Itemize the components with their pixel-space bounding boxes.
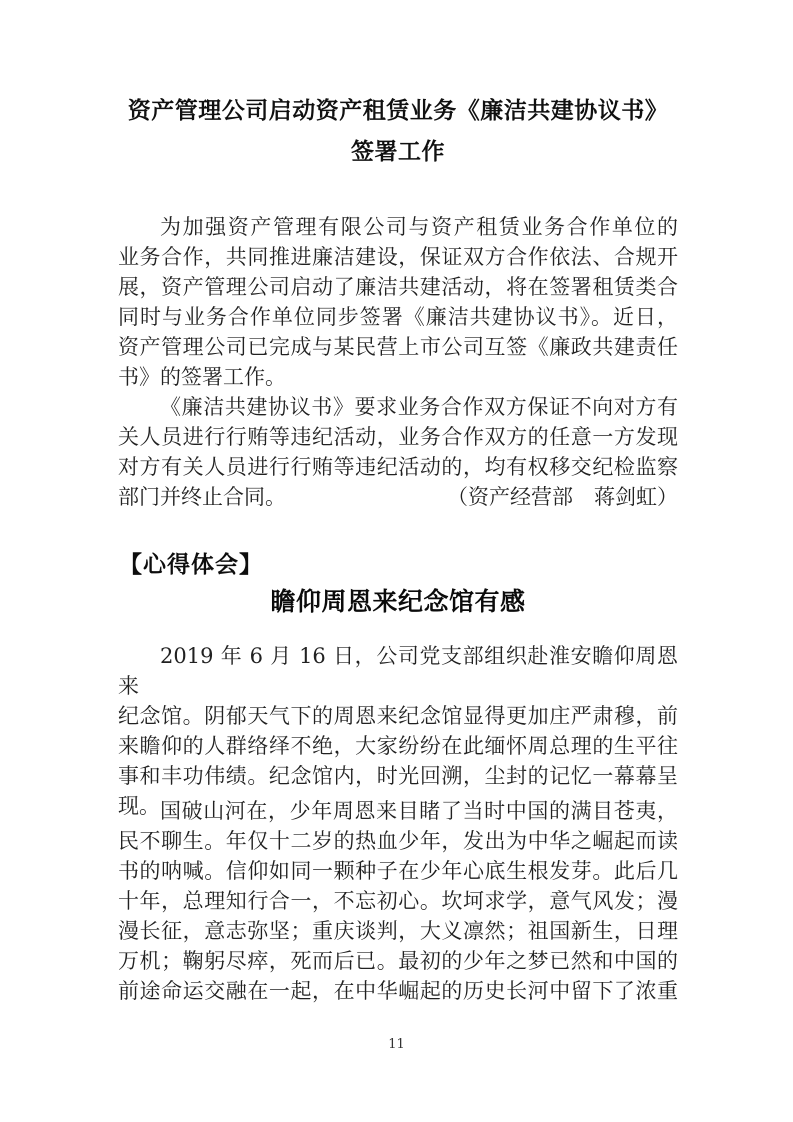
body-line: 国破山河在，少年周恩来目睹了当时中国的满目苍夷， — [160, 799, 678, 823]
body-line: 漫长征，意志弥坚；重庆谈判，大义凛然；祖国新生，日理 — [118, 919, 678, 943]
body-line: 纪念馆。阴郁天气下的周恩来纪念馆显得更加庄严肃穆，前 — [118, 704, 678, 728]
article1-paragraph-2 — [118, 392, 678, 512]
body-line: 同时与业务合作单位同步签署《廉洁共建协议书》。近日， — [118, 305, 678, 329]
body-line: 资产管理公司已完成与某民营上市公司互签《廉政共建责任 — [118, 335, 678, 359]
page-number: 11 — [388, 1037, 405, 1052]
article1-title-line-1: 资产管理公司启动资产租赁业务《廉洁共建协议书》 — [127, 97, 669, 124]
signature-line — [118, 482, 678, 512]
body-line: 2019 年 6 月 16 日，公司党支部组织赴淮安瞻仰周恩来 — [118, 644, 678, 698]
article1-body — [118, 212, 678, 512]
body-line: 展，资产管理公司启动了廉洁共建活动，将在签署租赁类合 — [118, 275, 678, 299]
body-line: 来瞻仰的人群络绎不绝，大家纷纷在此缅怀周总理的生平往 — [118, 734, 678, 758]
body-line: 为加强资产管理有限公司与资产租赁业务合作单位的 — [160, 215, 678, 239]
article1-title — [110, 90, 686, 172]
body-line: 民不聊生。年仅十二岁的热血少年，发出为中华之崛起而读 — [118, 829, 678, 853]
article2-paragraph-2 — [118, 796, 678, 1006]
byline-text: （资产经营部 蒋剑虹） — [447, 485, 678, 509]
article1-title-line-2: 签署工作 — [351, 138, 445, 165]
section-label: 【心得体会】 — [119, 551, 263, 578]
paragraph-end-text: 部门并终止合同。 — [118, 485, 286, 509]
body-line: 现。 — [118, 794, 160, 818]
body-line: 书》的签署工作。 — [118, 365, 286, 389]
article2-title: 瞻仰周恩来纪念馆有感 — [270, 587, 526, 616]
body-line: 关人员进行行贿等违纪活动，业务合作双方的任意一方发现 — [118, 425, 678, 449]
body-line: 书的呐喊。信仰如同一颗种子在少年心底生根发芽。此后几 — [118, 859, 678, 883]
body-line: 事和丰功伟绩。纪念馆内，时光回溯，尘封的记忆一幕幕呈 — [118, 764, 678, 788]
body-line: 十年，总理知行合一，不忘初心。坎坷求学，意气风发；漫 — [118, 889, 678, 913]
body-line: 前途命运交融在一起，在中华崛起的历史长河中留下了浓重 — [118, 979, 678, 1003]
body-line: 万机；鞠躬尽瘁，死而后已。最初的少年之梦已然和中国的 — [118, 949, 678, 973]
article2-paragraph-1 — [118, 641, 678, 821]
body-line: 业务合作，共同推进廉洁建设，保证双方合作依法、合规开 — [118, 245, 678, 269]
article1-paragraph-1 — [118, 212, 678, 392]
body-line: 《廉洁共建协议书》要求业务合作双方保证不向对方有 — [160, 395, 678, 419]
body-line: 对方有关人员进行行贿等违纪活动的，均有权移交纪检监察 — [118, 455, 678, 479]
